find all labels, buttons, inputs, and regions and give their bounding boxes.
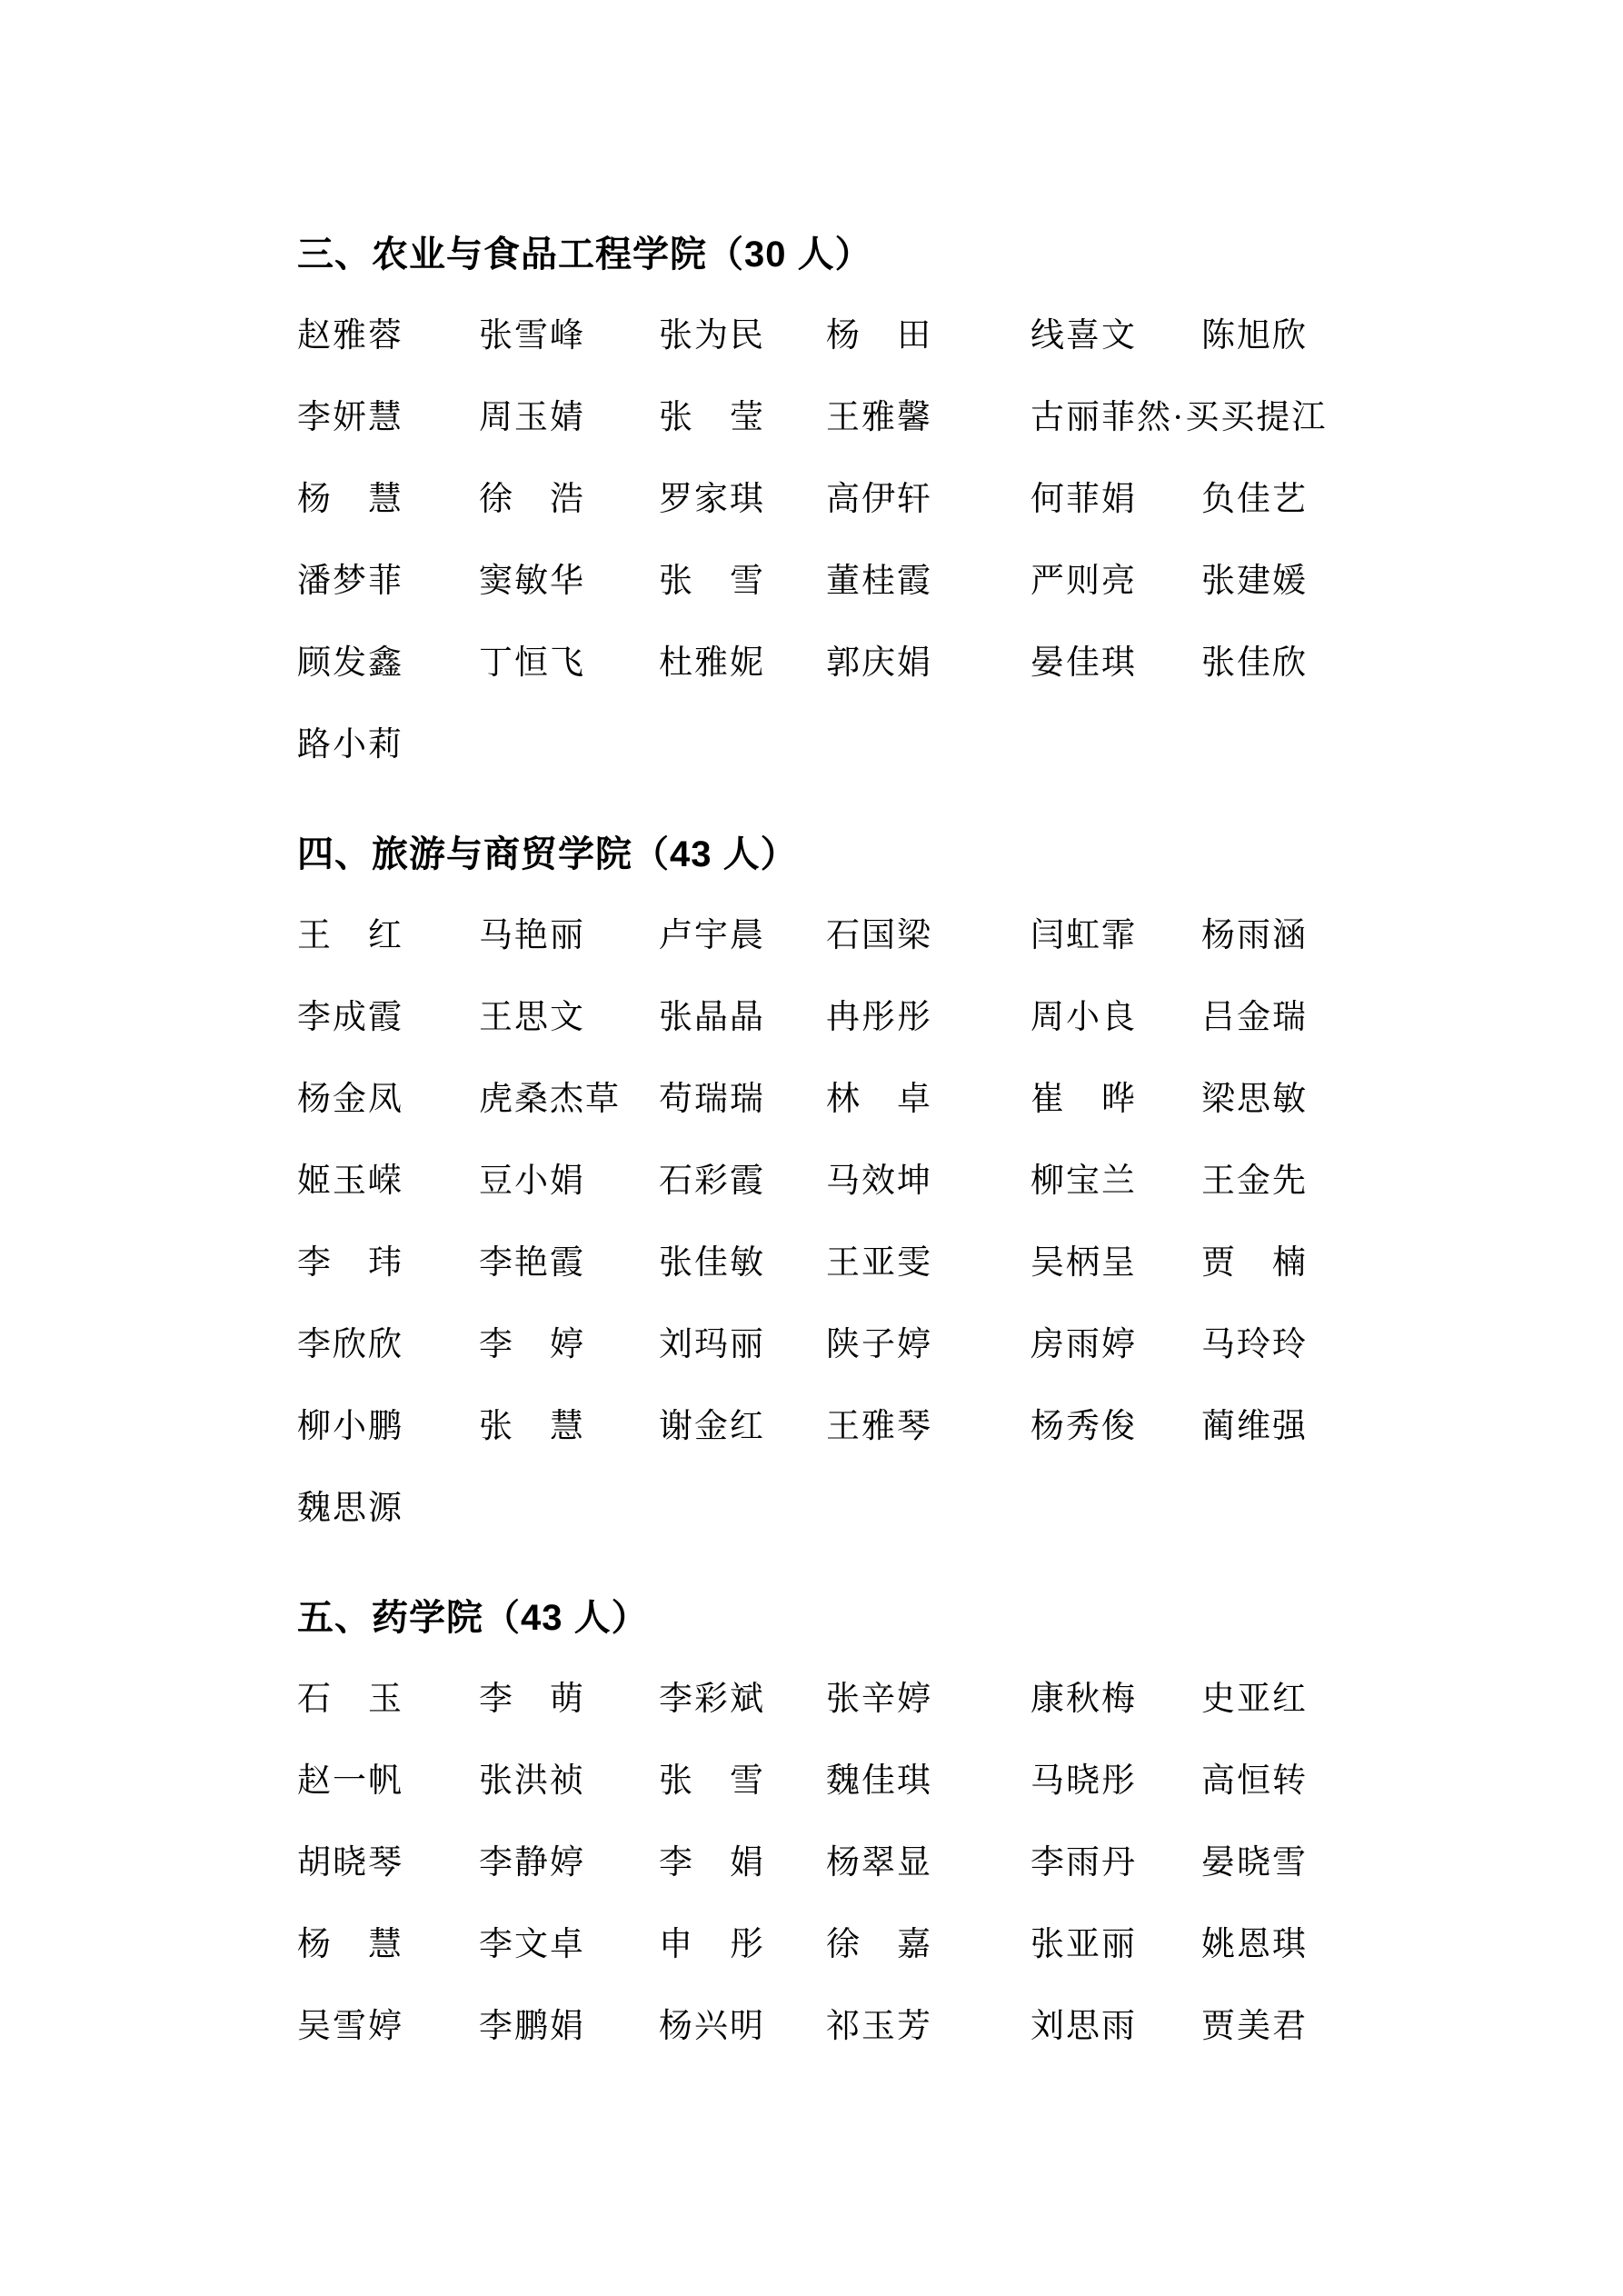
student-name: 周小良 (1031, 999, 1137, 1036)
student-name: 豆小娟 (479, 1163, 585, 1200)
student-name: 李文卓 (479, 1926, 585, 1963)
student-name: 李 婷 (479, 1326, 585, 1363)
name-row (297, 1468, 1496, 1550)
student-name: 窦敏华 (479, 563, 585, 600)
student-name: 马玲玲 (1201, 1326, 1308, 1363)
student-name: 徐 嘉 (826, 1926, 932, 1963)
student-name: 徐 浩 (479, 481, 585, 518)
student-name: 潘梦菲 (297, 563, 403, 600)
name-row (297, 1059, 1496, 1141)
student-name: 杨 慧 (297, 481, 403, 518)
student-name: 魏佳琪 (826, 1762, 932, 1800)
student-name: 张佳欣 (1201, 644, 1308, 682)
student-name: 李雨丹 (1031, 1844, 1137, 1882)
student-name: 何菲娟 (1031, 481, 1137, 518)
name-row (297, 895, 1496, 977)
student-name: 杨秀俊 (1031, 1408, 1137, 1445)
student-name: 张晶晶 (659, 999, 765, 1036)
student-name: 马晓彤 (1031, 1762, 1137, 1800)
section-heading: 三、农业与食品工程学院（30 人） (297, 235, 872, 275)
student-name: 张为民 (659, 317, 765, 354)
student-name: 杨 田 (826, 317, 932, 354)
section-heading: 四、旅游与商贸学院（43 人） (297, 834, 798, 874)
section-pharmacy (297, 1577, 1496, 2068)
student-name: 董桂霞 (826, 563, 932, 600)
student-name: 李 玮 (297, 1244, 403, 1282)
student-name: 李鹏娟 (479, 2008, 585, 2045)
name-row (297, 1741, 1496, 1822)
name-row (297, 295, 1496, 377)
student-name: 杜雅妮 (659, 644, 765, 682)
student-name: 线喜文 (1031, 317, 1137, 354)
name-row (297, 1386, 1496, 1468)
name-row (297, 1304, 1496, 1386)
student-name: 张辛婷 (826, 1681, 932, 1718)
student-name: 石彩霞 (659, 1163, 765, 1200)
student-name: 马艳丽 (479, 917, 585, 954)
student-name: 康秋梅 (1031, 1681, 1137, 1718)
student-name: 李妍慧 (297, 399, 403, 436)
name-row (297, 623, 1496, 704)
student-name: 张建媛 (1201, 563, 1308, 600)
student-name: 贾 楠 (1201, 1244, 1308, 1282)
student-name: 李 萌 (479, 1681, 585, 1718)
student-name: 王金先 (1201, 1163, 1308, 1200)
student-name: 古丽菲然·买买提江 (1031, 399, 1328, 436)
student-name: 吴雪婷 (297, 2008, 403, 2045)
name-row (297, 1904, 1496, 1986)
student-name: 王思文 (479, 999, 585, 1036)
student-name: 马效坤 (826, 1163, 932, 1200)
student-name: 李艳霞 (479, 1244, 585, 1282)
student-name: 闫虹霏 (1031, 917, 1137, 954)
student-name: 陈旭欣 (1201, 317, 1308, 354)
name-row (297, 541, 1496, 623)
student-name: 王雅馨 (826, 399, 932, 436)
student-name: 赵一帆 (297, 1762, 403, 1800)
student-name: 顾发鑫 (297, 644, 403, 682)
name-list (297, 295, 1496, 786)
student-name: 杨金凤 (297, 1081, 403, 1118)
name-row (297, 1986, 1496, 2068)
student-name: 刘思雨 (1031, 2008, 1137, 2045)
student-name: 张 慧 (479, 1408, 585, 1445)
student-name: 高伊轩 (826, 481, 932, 518)
student-name: 刘玛丽 (659, 1326, 765, 1363)
student-name: 崔 晔 (1031, 1081, 1137, 1118)
student-name: 杨翠显 (826, 1844, 932, 1882)
student-name: 王亚雯 (826, 1244, 932, 1282)
name-row (297, 1223, 1496, 1304)
student-name: 姚恩琪 (1201, 1926, 1308, 1963)
section-heading: 五、药学院（43 人） (297, 1598, 649, 1638)
student-name: 吕金瑞 (1201, 999, 1308, 1036)
name-row (297, 977, 1496, 1059)
student-name: 石 玉 (297, 1681, 403, 1718)
student-name: 张 雪 (659, 1762, 765, 1800)
name-list (297, 895, 1496, 1550)
student-name: 虎桑杰草 (479, 1081, 621, 1118)
student-name: 谢金红 (659, 1408, 765, 1445)
student-name: 李静婷 (479, 1844, 585, 1882)
student-name: 柳宝兰 (1031, 1163, 1137, 1200)
student-name: 张洪祯 (479, 1762, 585, 1800)
student-name: 冉彤彤 (826, 999, 932, 1036)
student-name: 卢宇晨 (659, 917, 765, 954)
student-name: 陕子婷 (826, 1326, 932, 1363)
student-name: 杨兴明 (659, 2008, 765, 2045)
student-name: 周玉婧 (479, 399, 585, 436)
name-row (297, 459, 1496, 541)
student-name: 杨雨涵 (1201, 917, 1308, 954)
student-name: 苟瑞瑞 (659, 1081, 765, 1118)
student-name: 严则亮 (1031, 563, 1137, 600)
student-name: 房雨婷 (1031, 1326, 1137, 1363)
student-name: 杨 慧 (297, 1926, 403, 1963)
student-name: 林 卓 (826, 1081, 932, 1118)
student-name: 晏晓雪 (1201, 1844, 1308, 1882)
student-name: 李欣欣 (297, 1326, 403, 1363)
student-name: 赵雅蓉 (297, 317, 403, 354)
student-name: 张 雪 (659, 563, 765, 600)
student-name: 申 彤 (659, 1926, 765, 1963)
student-name: 蔺维强 (1201, 1408, 1308, 1445)
student-name: 贾美君 (1201, 2008, 1308, 2045)
student-name: 姬玉嵘 (297, 1163, 403, 1200)
section-tourism-trade (297, 814, 1496, 1550)
student-name: 李彩斌 (659, 1681, 765, 1718)
student-name: 吴柄呈 (1031, 1244, 1137, 1282)
student-name: 王雅琴 (826, 1408, 932, 1445)
student-name: 丁恒飞 (479, 644, 585, 682)
student-name: 李成霞 (297, 999, 403, 1036)
student-name: 祁玉芳 (826, 2008, 932, 2045)
name-row (297, 377, 1496, 459)
name-row (297, 704, 1496, 786)
student-name: 张 莹 (659, 399, 765, 436)
name-row (297, 1822, 1496, 1904)
student-name: 高恒转 (1201, 1762, 1308, 1800)
student-name: 魏思源 (297, 1490, 403, 1527)
student-name: 罗家琪 (659, 481, 765, 518)
student-name: 张佳敏 (659, 1244, 765, 1282)
student-name: 负佳艺 (1201, 481, 1308, 518)
student-name: 石国梁 (826, 917, 932, 954)
student-name: 李 娟 (659, 1844, 765, 1882)
student-name: 柳小鹏 (297, 1408, 403, 1445)
student-name: 王 红 (297, 917, 403, 954)
student-name: 张雪峰 (479, 317, 585, 354)
student-name: 史亚红 (1201, 1681, 1308, 1718)
name-list (297, 1659, 1496, 2068)
name-row (297, 1141, 1496, 1223)
section-agriculture-food-engineering (297, 214, 1496, 786)
student-name: 郭庆娟 (826, 644, 932, 682)
student-name: 张亚丽 (1031, 1926, 1137, 1963)
student-name: 晏佳琪 (1031, 644, 1137, 682)
name-row (297, 1659, 1496, 1741)
student-name: 胡晓琴 (297, 1844, 403, 1882)
student-name: 路小莉 (297, 726, 403, 764)
student-name: 梁思敏 (1201, 1081, 1308, 1118)
